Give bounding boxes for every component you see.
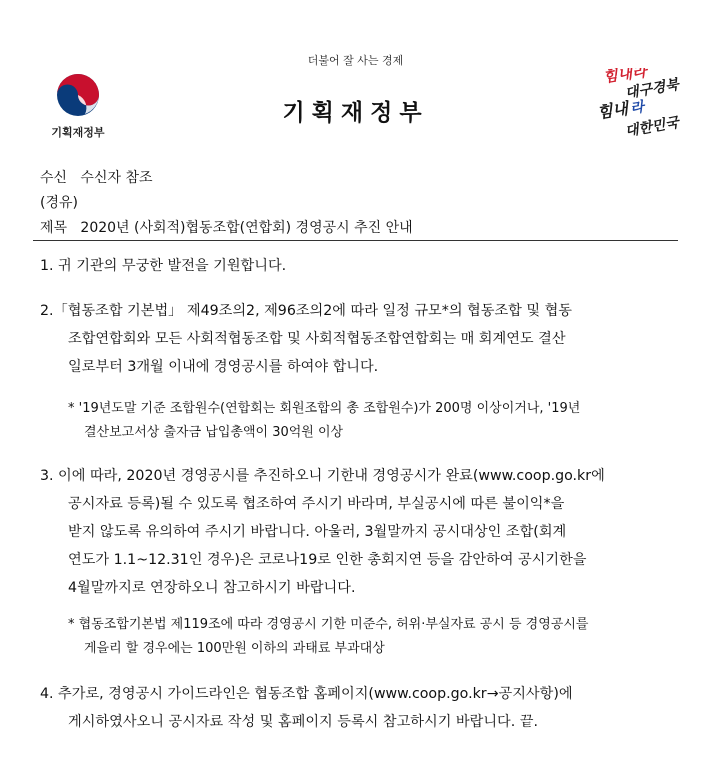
paragraph-line: 2.「협동조합 기본법」 제49조의2, 제96조의2에 따라 일정 규모*의 협동조합 및 협동 bbox=[40, 303, 573, 319]
paragraph-line: 4월말까지로 연장하오니 참고하시기 바랍니다. bbox=[68, 580, 356, 596]
footnote-1 bbox=[68, 397, 683, 445]
slogan: 더불어 잘 사는 경제 bbox=[307, 54, 404, 67]
footnote-2 bbox=[68, 613, 683, 661]
subject-value: 2020년 (사회적)협동조합(연합회) 경영공시 추진 안내 bbox=[80, 220, 413, 236]
calligraphy-slogan-image bbox=[596, 68, 688, 148]
footnote-line: 결산보고서상 출자금 납입총액이 30억원 이상 bbox=[84, 425, 344, 440]
subject-line bbox=[40, 217, 413, 237]
document-title: 기획재정부 bbox=[282, 100, 429, 126]
paragraph-line: 연도가 1.1~12.31인 경우)은 코로나19로 인한 총회지연 등을 감안하여 공시기한을 bbox=[68, 552, 587, 568]
svg-text:힘내: 힘내 bbox=[596, 98, 630, 122]
paragraph-line: 1. 귀 기관의 무궁한 발전을 기원합니다. bbox=[40, 258, 287, 274]
via-line: (경유) bbox=[40, 195, 78, 211]
paragraph-line: 4. 추가로, 경영공시 가이드라인은 협동조합 홈페이지(www.coop.go.kr→공지사항)에 bbox=[40, 686, 573, 702]
paragraph-line: 일로부터 3개월 이내에 경영공시를 하여야 합니다. bbox=[68, 359, 379, 375]
paragraph-line: 조합연합회와 모든 사회적협동조합 및 사회적협동조합연합회는 매 회계연도 결산 bbox=[68, 331, 566, 347]
paragraph-line: 게시하였사오니 공시자료 작성 및 홈페이지 등록시 참고하시기 바랍니다. 끝. bbox=[68, 714, 538, 730]
footnote-line: 게을리 할 경우에는 100만원 이하의 과태료 부과대상 bbox=[84, 641, 385, 656]
svg-text:힘내라: 힘내라 bbox=[602, 68, 648, 86]
footnote-line: * '19년도말 기준 조합원수(연합회는 회원조합의 총 조합원수)가 200명 이상이거나, '19년 bbox=[68, 401, 581, 416]
paragraph-3 bbox=[40, 462, 680, 602]
calligraphy-slogan-icon bbox=[596, 68, 688, 148]
recipient-value: 수신자 참조 bbox=[80, 170, 153, 186]
paragraph-4 bbox=[40, 680, 680, 736]
paragraph-2 bbox=[40, 297, 680, 381]
footnote-line: * 협동조합기본법 제119조에 따라 경영공시 기한 미준수, 허위·부실자료 공시 등 경영공시를 bbox=[68, 617, 589, 632]
svg-text:라: 라 bbox=[629, 99, 645, 117]
paragraph-1 bbox=[40, 252, 680, 280]
paragraph-line: 공시자료 등록)될 수 있도록 협조하여 주시기 바라며, 부실공시에 따른 불이익*을 bbox=[68, 496, 565, 512]
recipient-label: 수신 bbox=[40, 170, 68, 186]
svg-text:대한민국: 대한민국 bbox=[623, 114, 680, 140]
paragraph-line: 3. 이에 따라, 2020년 경영공시를 추진하오니 기한내 경영공시가 완료(www.coop.go.kr에 bbox=[40, 468, 605, 484]
recipient-line bbox=[40, 167, 153, 187]
logo-text: 기획재정부 bbox=[51, 126, 105, 139]
header-divider bbox=[33, 240, 678, 241]
svg-text:대구경북: 대구경북 bbox=[623, 76, 680, 102]
paragraph-line: 받지 않도록 유의하여 주시기 바랍니다. 아울러, 3월말까지 공시대상인 조합(회계 bbox=[68, 524, 567, 540]
subject-label: 제목 bbox=[40, 220, 68, 236]
